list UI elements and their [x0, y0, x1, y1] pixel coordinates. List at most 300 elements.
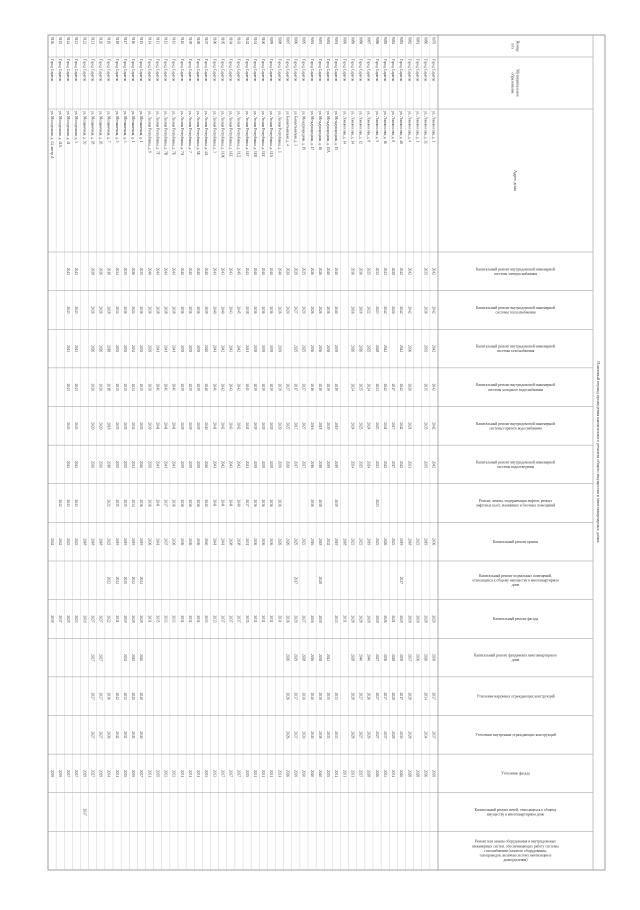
row-year-cell: 2035	[122, 383, 127, 391]
row-year-cell: 2040	[334, 306, 339, 314]
row-year-cell: 2036	[423, 306, 428, 314]
row-municipality: Город Саратов	[301, 59, 306, 82]
row-year-cell: 2041	[163, 383, 168, 391]
row-year-cell: 2023	[374, 460, 379, 469]
row-year-cell: 2035	[122, 769, 127, 778]
row-year-cell: 2028	[350, 731, 355, 739]
row-year-cell: 2023	[374, 306, 379, 314]
row-year-cell: 2016	[309, 383, 314, 391]
header-work-16	[472, 840, 559, 863]
row-municipality: Город Саратов	[131, 59, 136, 82]
row-municipality: Город Саратов	[66, 59, 71, 82]
row-year-cell: 2031	[187, 615, 192, 623]
row-year-cell: 2025	[358, 460, 363, 469]
row-year-cell: 2043	[228, 306, 233, 314]
row-year-cell: 2042	[236, 422, 241, 430]
row-year-cell: 2042	[407, 267, 412, 275]
row-year-cell: 2039	[252, 383, 257, 391]
row-year-cell: 2031	[334, 769, 339, 778]
row-year-cell: 2040	[212, 306, 217, 314]
row-year-cell: 2036	[179, 499, 184, 507]
row-number: 9099	[269, 37, 274, 45]
row-year-cell: 2026	[277, 538, 282, 546]
row-year-cell: 2042	[399, 422, 404, 430]
header-work-11	[474, 654, 557, 663]
row-number: 9120	[98, 37, 103, 45]
row-year-cell: 2039	[277, 383, 282, 391]
row-year-cell: 2041	[212, 538, 217, 546]
row-municipality: Город Саратов	[350, 59, 355, 82]
row-year-cell: 2039	[196, 422, 201, 430]
row-year-cell: 2026	[285, 731, 290, 739]
row-year-cell: 2041	[244, 344, 249, 353]
row-year-cell: 2022	[106, 615, 111, 623]
row-year-cell: 2039	[269, 344, 274, 353]
row-year-cell: 2036	[179, 538, 184, 546]
row-year-cell: 2018	[106, 306, 111, 314]
row-year-cell: 2035	[244, 769, 249, 778]
row-year-cell: 2039	[277, 460, 282, 469]
row-year-cell: 2033	[171, 615, 176, 623]
row-year-cell: 2029	[399, 615, 404, 623]
row-year-cell: 2036	[326, 306, 331, 314]
row-year-cell: 2026	[350, 344, 355, 353]
row-year-cell: 2041	[155, 383, 160, 391]
row-year-cell: 2041	[155, 499, 160, 507]
row-year-cell: 2039	[187, 460, 192, 469]
row-year-cell: 2042	[431, 344, 436, 353]
row-municipality: Город Саратов	[423, 59, 428, 82]
row-year-cell: 2021	[391, 615, 396, 623]
row-address: ул. Лесная Республика, д. 4А	[204, 111, 209, 156]
table-frame	[48, 35, 605, 870]
row-year-cell: 2041	[155, 267, 160, 275]
row-municipality: Город Саратов	[155, 59, 160, 82]
row-number: 9096	[293, 37, 298, 45]
row-municipality: Город Саратов	[171, 59, 176, 82]
row-year-cell: 2020	[399, 769, 404, 778]
row-year-cell: 2039	[326, 460, 331, 469]
row-year-cell: 2034	[131, 383, 136, 391]
row-year-cell: 2026	[98, 267, 103, 275]
row-year-cell: 2038	[317, 731, 322, 739]
row-year-cell: 2040	[309, 769, 314, 778]
row-year-cell: 2042	[431, 460, 436, 469]
row-year-cell: 2045	[236, 306, 241, 314]
row-municipality: Город Саратов	[431, 59, 436, 82]
row-year-cell: 2027	[301, 615, 306, 623]
row-year-cell: 2041	[171, 422, 176, 430]
row-year-cell: 2043	[66, 383, 71, 391]
row-year-cell: 2036	[171, 499, 176, 507]
row-number: 9115	[139, 37, 144, 45]
row-year-cell: 2040	[204, 422, 209, 430]
row-year-cell: 2039	[261, 344, 266, 353]
row-year-cell: 2036	[407, 344, 412, 353]
row-year-cell: 2032	[374, 267, 379, 275]
row-year-cell: 2040	[204, 499, 209, 507]
row-year-cell: 2023	[374, 422, 379, 430]
row-municipality: Город Саратов	[366, 59, 371, 82]
row-year-cell: 2039	[57, 769, 62, 778]
row-year-cell: 2042	[220, 344, 225, 353]
row-year-cell: 2039	[187, 422, 192, 430]
row-year-cell: 2040	[204, 344, 209, 353]
row-year-cell: 2016	[309, 422, 314, 430]
row-year-cell: 2035	[114, 499, 119, 507]
row-address: ул. Мельничная, д. 7	[106, 111, 111, 143]
row-year-cell: 2040	[196, 267, 201, 275]
row-municipality: Город Саратов	[49, 59, 54, 82]
row-year-cell: 2029	[131, 615, 136, 623]
row-year-cell: 2041	[244, 383, 249, 391]
row-year-cell: 2039	[179, 460, 184, 469]
row-year-cell: 2019	[334, 422, 339, 430]
row-year-cell: 2045	[131, 653, 136, 662]
row-year-cell: 2017	[82, 808, 87, 816]
row-year-cell: 2020	[407, 383, 412, 391]
row-number: 9114	[147, 37, 152, 45]
header-work-2	[476, 306, 555, 315]
row-year-cell: 2023	[74, 538, 79, 546]
row-year-cell: 2040	[326, 267, 331, 275]
row-year-cell: 2036	[187, 538, 192, 546]
row-address: ул. Мельничная, д. 26	[98, 111, 103, 145]
row-year-cell: 2033	[334, 615, 339, 623]
header-work-15	[475, 808, 557, 817]
row-address: ул. Мельничная, д. 3	[122, 111, 127, 143]
row-year-cell: 2028	[407, 692, 412, 700]
row-number: 9079	[431, 37, 436, 45]
row-address: ул. Ломоносова, д. 14	[350, 111, 355, 144]
row-address: ул. Лесная Республика, д. 5Б	[196, 111, 201, 155]
row-year-cell: 2039	[196, 344, 201, 353]
row-year-cell: 2039	[252, 460, 257, 469]
row-year-cell: 2038	[163, 306, 168, 314]
row-municipality: Город Саратов	[277, 59, 282, 82]
row-year-cell: 2035	[122, 499, 127, 507]
row-year-cell: 2039	[179, 344, 184, 353]
row-municipality: Город Саратов	[374, 59, 379, 82]
row-address: ул. Мельничная, д. 28	[90, 111, 95, 145]
row-year-cell: 2039	[147, 422, 152, 430]
row-year-cell: 2024	[131, 306, 136, 314]
row-year-cell: 2035	[114, 422, 119, 430]
row-year-cell: 2040	[139, 692, 144, 700]
row-year-cell: 2036	[252, 538, 257, 546]
row-year-cell: 2036	[269, 538, 274, 546]
row-year-cell: 2027	[90, 653, 95, 662]
row-year-cell: 2042	[57, 538, 62, 546]
row-year-cell: 2018	[317, 383, 322, 391]
row-year-cell: 2033	[204, 769, 209, 778]
row-year-cell: 2035	[423, 383, 428, 391]
row-year-cell: 2026	[98, 306, 103, 314]
row-year-cell: 2033	[171, 769, 176, 778]
row-year-cell: 2039	[179, 422, 184, 430]
row-year-cell: 2039	[196, 460, 201, 469]
row-year-cell: 2026	[285, 692, 290, 700]
header-work-4	[476, 383, 555, 392]
row-year-cell: 2017	[391, 383, 396, 391]
row-address: ул. Ломоносова, д. 4	[407, 111, 412, 143]
row-municipality: Город Саратов	[391, 59, 396, 82]
row-year-cell: 2036	[122, 306, 127, 314]
row-year-cell: 2039	[277, 344, 282, 353]
row-year-cell: 2044	[49, 538, 54, 546]
row-year-cell: 2037	[382, 731, 387, 739]
row-year-cell: 2020	[98, 460, 103, 469]
row-year-cell: 2036	[317, 344, 322, 353]
row-municipality: Город Саратов	[342, 59, 347, 82]
row-year-cell: 2017	[293, 422, 298, 430]
row-year-cell: 2033	[163, 615, 168, 623]
row-number: 9080	[423, 37, 428, 45]
row-year-cell: 2027	[374, 731, 379, 739]
row-year-cell: 2036	[187, 499, 192, 507]
row-year-cell: 2039	[261, 383, 266, 391]
row-year-cell: 2036	[139, 306, 144, 314]
row-year-cell: 2043	[74, 383, 79, 391]
row-year-cell: 2034	[423, 692, 428, 700]
row-year-cell: 2040	[358, 653, 363, 662]
row-year-cell: 2042	[220, 383, 225, 391]
row-year-cell: 2028	[317, 576, 322, 584]
row-year-cell: 2037	[66, 769, 71, 778]
row-municipality: Город Саратов	[187, 59, 192, 82]
row-year-cell: 2035	[114, 383, 119, 391]
row-year-cell: 2027	[98, 653, 103, 662]
row-number: 9093	[317, 37, 322, 45]
row-year-cell: 2031	[114, 769, 119, 778]
row-year-cell: 2028	[391, 653, 396, 662]
row-year-cell: 2028	[374, 344, 379, 353]
row-year-cell: 2027	[301, 422, 306, 430]
row-address: ул. Лесная Республика, д. 11Г	[244, 111, 249, 157]
row-year-cell: 2018	[317, 499, 322, 507]
row-municipality: Город Саратов	[74, 59, 79, 82]
row-municipality: Город Саратов	[204, 59, 209, 82]
row-year-cell: 2022	[366, 306, 371, 314]
row-year-cell: 2019	[122, 615, 127, 623]
row-year-cell: 2028	[407, 769, 412, 778]
row-year-cell: 2036	[261, 306, 266, 314]
row-year-cell: 2027	[301, 383, 306, 391]
header-work-7	[476, 499, 555, 509]
row-year-cell: 2033	[382, 769, 387, 778]
row-year-cell: 2035	[423, 422, 428, 430]
row-year-cell: 2041	[163, 460, 168, 469]
row-municipality: Город Саратов	[244, 59, 249, 82]
row-address: ул. Мельничная, д. 30	[82, 111, 87, 145]
row-year-cell: 2036	[147, 306, 152, 314]
row-year-cell: 2019	[122, 538, 127, 546]
row-year-cell: 2039	[196, 383, 201, 391]
header-work-label: Ремонт или замена оборудования и внутридомовых инженерных систем, обеспечивающих работу системы газоснабжения (газового оборудования, газопроводов, включая систему вентиляции и дымоудаления)	[472, 839, 559, 863]
row-year-cell: 2019	[334, 538, 339, 546]
row-year-cell: 2039	[399, 653, 404, 662]
row-year-cell: 2043	[66, 306, 71, 314]
row-year-cell: 2035	[326, 769, 331, 778]
row-year-cell: 2037	[293, 692, 298, 700]
row-year-cell: 2031	[350, 769, 355, 778]
row-year-cell: 2028	[350, 692, 355, 700]
row-year-cell: 2020	[285, 460, 290, 469]
row-year-cell: 2041	[212, 267, 217, 275]
row-year-cell: 2029	[301, 306, 306, 314]
row-address: ул. Лесная Республика, д. 7Б	[171, 111, 176, 155]
row-year-cell: 2028	[415, 769, 420, 778]
row-address: ул. Бахметьевская, д. 3	[293, 111, 298, 146]
row-year-cell: 2041	[244, 460, 249, 469]
row-year-cell: 2026	[98, 344, 103, 353]
row-year-cell: 2035	[139, 344, 144, 353]
row-year-cell: 2036	[261, 499, 266, 507]
row-year-cell: 2038	[317, 692, 322, 700]
row-number: 9117	[122, 37, 127, 45]
row-year-cell: 2036	[309, 344, 314, 353]
row-address: ул. Молодежная, д. 11А	[57, 111, 62, 148]
row-year-cell: 2035	[139, 383, 144, 391]
row-year-cell: 2035	[139, 422, 144, 430]
row-year-cell: 2036	[269, 306, 274, 314]
row-year-cell: 2040	[261, 267, 266, 275]
row-number: 9082	[407, 37, 412, 45]
row-year-cell: 2020	[90, 460, 95, 469]
row-year-cell: 2039	[431, 769, 436, 778]
row-number: 9125	[57, 37, 62, 45]
row-year-cell: 2035	[122, 267, 127, 275]
row-year-cell: 2040	[366, 653, 371, 662]
row-year-cell: 2025	[358, 422, 363, 430]
row-year-cell: 2036	[423, 769, 428, 778]
row-number: 9094	[309, 37, 314, 45]
row-year-cell: 2040	[147, 267, 152, 275]
header-num: Номерп/п	[510, 40, 521, 52]
row-municipality: Город Саратов	[147, 59, 152, 82]
row-year-cell: 2036	[252, 499, 257, 507]
row-year-cell: 2042	[114, 731, 119, 739]
row-municipality: Город Саратов	[228, 59, 233, 82]
row-year-cell: 2018	[317, 460, 322, 469]
row-year-cell: 2041	[171, 460, 176, 469]
row-year-cell: 2043	[228, 422, 233, 430]
row-year-cell: 2042	[382, 306, 387, 314]
row-year-cell: 2031	[261, 615, 266, 623]
row-year-cell: 2018	[366, 615, 371, 623]
row-year-cell: 2016	[309, 615, 314, 623]
row-year-cell: 2039	[326, 422, 331, 430]
row-year-cell: 2041	[212, 460, 217, 469]
row-address: ул. Международная, д. 15	[334, 111, 339, 151]
row-year-cell: 2042	[236, 383, 241, 391]
row-year-cell: 2025	[66, 615, 71, 623]
row-year-cell: 2031	[244, 538, 249, 546]
row-year-cell: 2020	[391, 306, 396, 314]
row-number: 9126	[49, 37, 54, 45]
row-year-cell: 2027	[358, 692, 363, 700]
row-year-cell: 2042	[431, 267, 436, 275]
row-year-cell: 2033	[212, 769, 217, 778]
row-year-cell: 2026	[309, 306, 314, 314]
row-year-cell: 2036	[261, 538, 266, 546]
row-year-cell: 2032	[122, 653, 127, 662]
row-year-cell: 2027	[285, 383, 290, 391]
row-year-cell: 2024	[350, 460, 355, 469]
row-year-cell: 2037	[382, 692, 387, 700]
row-year-cell: 2041	[212, 422, 217, 430]
row-municipality: Город Саратов	[293, 59, 298, 82]
header-work-8	[493, 540, 538, 544]
row-year-cell: 2041	[163, 267, 168, 275]
row-year-cell: 2019	[139, 538, 144, 546]
row-year-cell: 2018	[407, 615, 412, 623]
row-year-cell: 2029	[293, 267, 298, 275]
row-municipality: Город Саратов	[317, 59, 322, 82]
row-number: 9089	[350, 37, 355, 45]
row-year-cell: 2031	[187, 769, 192, 778]
header-work-label: Капитальный ремонт внутридомовой инженерной системы водоотведения	[476, 460, 555, 470]
row-year-cell: 2036	[269, 499, 274, 507]
row-address: ул. Ломоносова, д. 1	[415, 111, 420, 143]
row-year-cell: 2025	[293, 344, 298, 353]
row-year-cell: 2020	[285, 267, 290, 275]
row-year-cell: 2043	[228, 460, 233, 469]
row-year-cell: 2041	[244, 267, 249, 275]
row-year-cell: 2028	[407, 731, 412, 739]
row-number: 9112	[163, 37, 168, 45]
row-address: ул. Лесная Республика, д. 7В	[163, 111, 168, 156]
row-year-cell: 2023	[66, 538, 71, 546]
row-municipality: Город Саратов	[220, 59, 225, 82]
header-work-label: Капитальный ремонт фасада	[492, 617, 539, 622]
row-year-cell: 2040	[269, 267, 274, 275]
row-year-cell: 2042	[407, 306, 412, 314]
row-year-cell: 2039	[252, 422, 257, 430]
row-year-cell: 2035	[114, 460, 119, 469]
row-year-cell: 2028	[350, 615, 355, 623]
row-year-cell: 2034	[114, 306, 119, 314]
row-year-cell: 2040	[204, 538, 209, 546]
header-address: Адрес дома	[513, 170, 519, 191]
row-year-cell: 2027	[90, 615, 95, 623]
row-year-cell: 2024	[366, 422, 371, 430]
row-number: 9110	[179, 37, 184, 45]
row-year-cell: 2036	[171, 538, 176, 546]
row-year-cell: 2043	[74, 306, 79, 314]
row-year-cell: 2018	[106, 344, 111, 353]
row-year-cell: 2037	[220, 769, 225, 778]
row-year-cell: 2031	[252, 615, 257, 623]
row-year-cell: 2027	[374, 692, 379, 700]
row-year-cell: 2043	[220, 267, 225, 275]
row-year-cell: 2033	[334, 692, 339, 700]
row-year-cell: 2039	[431, 653, 436, 662]
row-year-cell: 2041	[171, 344, 176, 353]
row-number: 9081	[415, 37, 420, 45]
row-address: ул. Мельничная, д. 5	[114, 111, 119, 143]
row-year-cell: 2035	[423, 344, 428, 353]
row-year-cell: 2023	[374, 499, 379, 507]
row-year-cell: 2019	[423, 538, 428, 546]
row-year-cell: 2025	[366, 344, 371, 353]
row-year-cell: 2040	[139, 460, 144, 469]
row-municipality: Город Саратов	[163, 59, 168, 82]
row-year-cell: 2036	[187, 306, 192, 314]
header-work-label: Капитальный ремонт внутридомовой инженерной системы газоснабжения	[476, 344, 555, 354]
row-year-cell: 2037	[163, 538, 168, 546]
row-municipality: Город Саратов	[106, 59, 111, 82]
